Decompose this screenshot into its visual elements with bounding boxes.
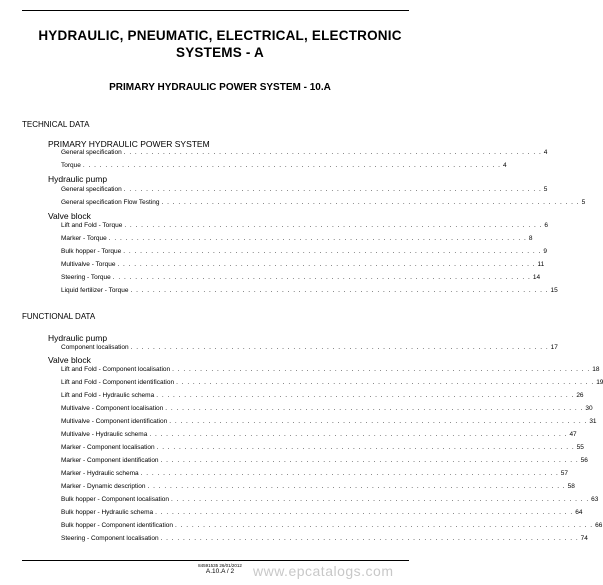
toc-entry-label: Marker - Component localisation [61,444,155,451]
section-subtitle: PRIMARY HYDRAULIC POWER SYSTEM - 10.A [109,82,331,93]
toc-entry-page: 31 [589,418,597,425]
toc-entry-label: General specification [61,149,122,156]
toc-entry[interactable] [61,376,603,386]
leader-dots: . . . . . . . . . . . . . . . . . . . . . . . . . . . . . . . . . . . . . . . . . . . . . . . . . . . . . . . . . . . . . . . . . . . . . . . . . . . [160,457,579,464]
toc-entry-page: 5 [581,199,586,206]
toc-entry-page: 57 [560,470,568,477]
toc-entry[interactable] [61,146,548,156]
leader-dots: . . . . . . . . . . . . . . . . . . . . . . . . . . . . . . . . . . . . . . . . . . . . . . . . . . . . . . . . . . . . . . . . . . . . . . . . . . . [130,287,549,294]
toc-entry-label: General specification Flow Testing [61,199,160,206]
toc-entry-page: 9 [543,248,547,255]
toc-entry-label: Steering - Component localisation [61,535,159,542]
toc-entry-label: Multivalve - Component identification [61,418,168,425]
toc-entry-label: Marker - Dynamic description [61,483,146,490]
toc-entry-label: Marker - Component identification [61,457,159,464]
section-heading-technical-data: TECHNICAL DATA [22,120,90,129]
bottom-rule [22,560,409,561]
toc-entry-page: 26 [576,392,584,399]
leader-dots: . . . . . . . . . . . . . . . . . . . . . . . . . . . . . . . . . . . . . . . . . . . . . . . . . . . . . . . . . . . . . . . . . . . . . . . . . . . [149,431,568,438]
section-heading-functional-data: FUNCTIONAL DATA [22,312,96,321]
toc-entry-page: 19 [596,379,603,386]
toc-entry[interactable] [61,506,583,516]
leader-dots: . . . . . . . . . . . . . . . . . . . . . . . . . . . . . . . . . . . . . . . . . . . . . . . . . . . . . . . . . . . . . . . . . . . . . . . . . . . [124,222,543,229]
toc-entry[interactable] [61,428,577,438]
toc-entry-label: Bulk hopper - Hydraulic schema [61,509,154,516]
top-rule [22,10,409,11]
toc-entry[interactable] [61,159,507,169]
toc-entry-page: 47 [569,431,577,438]
toc-entry-label: Marker - Hydraulic schema [61,470,139,477]
toc-entry-page: 63 [591,496,599,503]
toc-entry[interactable] [61,363,600,373]
leader-dots: . . . . . . . . . . . . . . . . . . . . . . . . . . . . . . . . . . . . . . . . . . . . . . . . . . . . . . . . . . . . . . . . . . . . . . . . . . . [82,162,501,169]
toc-entry[interactable] [61,258,545,268]
leader-dots: . . . . . . . . . . . . . . . . . . . . . . . . . . . . . . . . . . . . . . . . . . . . . . . . . . . . . . . . . . . . . . . . . . . . . . . . . . . [161,199,580,206]
leader-dots: . . . . . . . . . . . . . . . . . . . . . . . . . . . . . . . . . . . . . . . . . . . . . . . . . . . . . . . . . . . . . . . . . . . . . . . . . . . [130,344,549,351]
toc-entry[interactable] [61,245,547,255]
leader-dots: . . . . . . . . . . . . . . . . . . . . . . . . . . . . . . . . . . . . . . . . . . . . . . . . . . . . . . . . . . . . . . . . . . . . . . . . . . . [117,261,536,268]
leader-dots: . . . . . . . . . . . . . . . . . . . . . . . . . . . . . . . . . . . . . . . . . . . . . . . . . . . . . . . . . . . . . . . . . . . . . . . . . . . [123,186,542,193]
leader-dots: . . . . . . . . . . . . . . . . . . . . . . . . . . . . . . . . . . . . . . . . . . . . . . . . . . . . . . . . . . . . . . . . . . . . . . . . . . . [156,444,575,451]
toc-entry[interactable] [61,389,584,399]
toc-entry-page: 17 [550,344,558,351]
leader-dots: . . . . . . . . . . . . . . . . . . . . . . . . . . . . . . . . . . . . . . . . . . . . . . . . . . . . . . . . . . . . . . . . . . . . . . . . . . . [147,483,566,490]
toc-entry-label: Multivalve - Component localisation [61,405,164,412]
leader-dots: . . . . . . . . . . . . . . . . . . . . . . . . . . . . . . . . . . . . . . . . . . . . . . . . . . . . . . . . . . . . . . . . . . . . . . . . . . . [165,405,584,412]
page-number: A.10.A / 2 [205,568,235,575]
toc-entry-page: 5 [543,186,548,193]
toc-entry[interactable] [61,493,599,503]
toc-entry-page: 18 [592,366,600,373]
group-title-valve-block: Valve block [48,211,91,221]
toc-entry-label: Liquid fertilizer - Torque [61,287,129,294]
group-title-hydraulic-pump: Hydraulic pump [48,333,108,343]
toc-entry[interactable] [61,232,533,242]
toc-entry[interactable] [61,467,568,477]
page-title: HYDRAULIC, PNEUMATIC, ELECTRICAL, ELECTRONIC SYSTEMS - A [38,28,402,60]
toc-entry-label: Torque [61,162,81,169]
toc-entry-label: Multivalve - Torque [61,261,116,268]
toc-entry-label: Multivalve - Hydraulic schema [61,431,148,438]
document-reference: 84591535 26/01/2012 [198,563,242,568]
toc-entry-label: General specification [61,186,122,193]
toc-entry-label: Bulk hopper - Component localisation [61,496,170,503]
toc-entry[interactable] [61,519,603,529]
toc-entry-label: Lift and Fold - Torque [61,222,123,229]
toc-entry-label: Bulk hopper - Torque [61,248,122,255]
toc-entry-page: 8 [528,235,533,242]
toc-entry-label: Lift and Fold - Hydraulic schema [61,392,155,399]
group-title-valve-block: Valve block [48,355,91,365]
toc-entry[interactable] [61,415,597,425]
leader-dots: . . . . . . . . . . . . . . . . . . . . . . . . . . . . . . . . . . . . . . . . . . . . . . . . . . . . . . . . . . . . . . . . . . . . . . . . . . . [175,522,594,529]
toc-entry-page: 6 [544,222,549,229]
toc-entry[interactable] [61,532,588,542]
toc-entry[interactable] [61,402,593,412]
toc-entry[interactable] [61,271,541,281]
leader-dots: . . . . . . . . . . . . . . . . . . . . . . . . . . . . . . . . . . . . . . . . . . . . . . . . . . . . . . . . . . . . . . . . . . . . . . . . . . . [160,535,579,542]
toc-entry[interactable] [61,341,558,351]
toc-entry-label: Bulk hopper - Component identification [61,522,174,529]
toc-entry-label: Steering - Torque [61,274,111,281]
toc-entry-page: 74 [580,535,588,542]
toc-entry-label: Component localisation [61,344,129,351]
group-title-primary-hydraulic: PRIMARY HYDRAULIC POWER SYSTEM [48,139,210,149]
toc-entry-page: 66 [595,522,603,529]
toc-entry[interactable] [61,454,588,464]
leader-dots: . . . . . . . . . . . . . . . . . . . . . . . . . . . . . . . . . . . . . . . . . . . . . . . . . . . . . . . . . . . . . . . . . . . . . . . . . . . [123,248,542,255]
toc-entry-label: Lift and Fold - Component localisation [61,366,171,373]
toc-entry-page: 4 [502,162,507,169]
toc-entry-page: 14 [532,274,541,281]
toc-entry[interactable] [61,183,548,193]
leader-dots: . . . . . . . . . . . . . . . . . . . . . . . . . . . . . . . . . . . . . . . . . . . . . . . . . . . . . . . . . . . . . . . . . . . . . . . . . . . [171,496,590,503]
toc-entry-page: 11 [537,261,545,268]
leader-dots: . . . . . . . . . . . . . . . . . . . . . . . . . . . . . . . . . . . . . . . . . . . . . . . . . . . . . . . . . . . . . . . . . . . . . . . . . . . [140,470,559,477]
leader-dots: . . . . . . . . . . . . . . . . . . . . . . . . . . . . . . . . . . . . . . . . . . . . . . . . . . . . . . . . . . . . . . . . . . . . . . . . . . . [172,366,591,373]
leader-dots: . . . . . . . . . . . . . . . . . . . . . . . . . . . . . . . . . . . . . . . . . . . . . . . . . . . . . . . . . . . . . . . . . . . . . . . . . . . [176,379,595,386]
leader-dots: . . . . . . . . . . . . . . . . . . . . . . . . . . . . . . . . . . . . . . . . . . . . . . . . . . . . . . . . . . . . . . . . . . . . . . . . . . . [108,235,527,242]
watermark: www.epcatalogs.com [253,563,394,579]
leader-dots: . . . . . . . . . . . . . . . . . . . . . . . . . . . . . . . . . . . . . . . . . . . . . . . . . . . . . . . . . . . . . . . . . . . . . . . . . . . [169,418,588,425]
toc-entry-page: 55 [576,444,584,451]
leader-dots: . . . . . . . . . . . . . . . . . . . . . . . . . . . . . . . . . . . . . . . . . . . . . . . . . . . . . . . . . . . . . . . . . . . . . . . . . . . [112,274,531,281]
toc-entry-page: 4 [543,149,548,156]
toc-entry-page: 64 [575,509,583,516]
toc-entry-label: Lift and Fold - Component identification [61,379,175,386]
toc-entry-page: 58 [567,483,575,490]
toc-entry-page: 56 [580,457,588,464]
toc-entry[interactable] [61,219,549,229]
toc-entry-label: Marker - Torque [61,235,107,242]
group-title-hydraulic-pump: Hydraulic pump [48,174,108,184]
toc-entry-page: 15 [550,287,558,294]
toc-entry[interactable] [61,196,586,206]
toc-entry[interactable] [61,480,575,490]
toc-entry[interactable] [61,284,558,294]
toc-entry[interactable] [61,441,584,451]
leader-dots: . . . . . . . . . . . . . . . . . . . . . . . . . . . . . . . . . . . . . . . . . . . . . . . . . . . . . . . . . . . . . . . . . . . . . . . . . . . [155,509,574,516]
leader-dots: . . . . . . . . . . . . . . . . . . . . . . . . . . . . . . . . . . . . . . . . . . . . . . . . . . . . . . . . . . . . . . . . . . . . . . . . . . . [123,149,542,156]
leader-dots: . . . . . . . . . . . . . . . . . . . . . . . . . . . . . . . . . . . . . . . . . . . . . . . . . . . . . . . . . . . . . . . . . . . . . . . . . . . [156,392,575,399]
toc-entry-page: 30 [585,405,593,412]
